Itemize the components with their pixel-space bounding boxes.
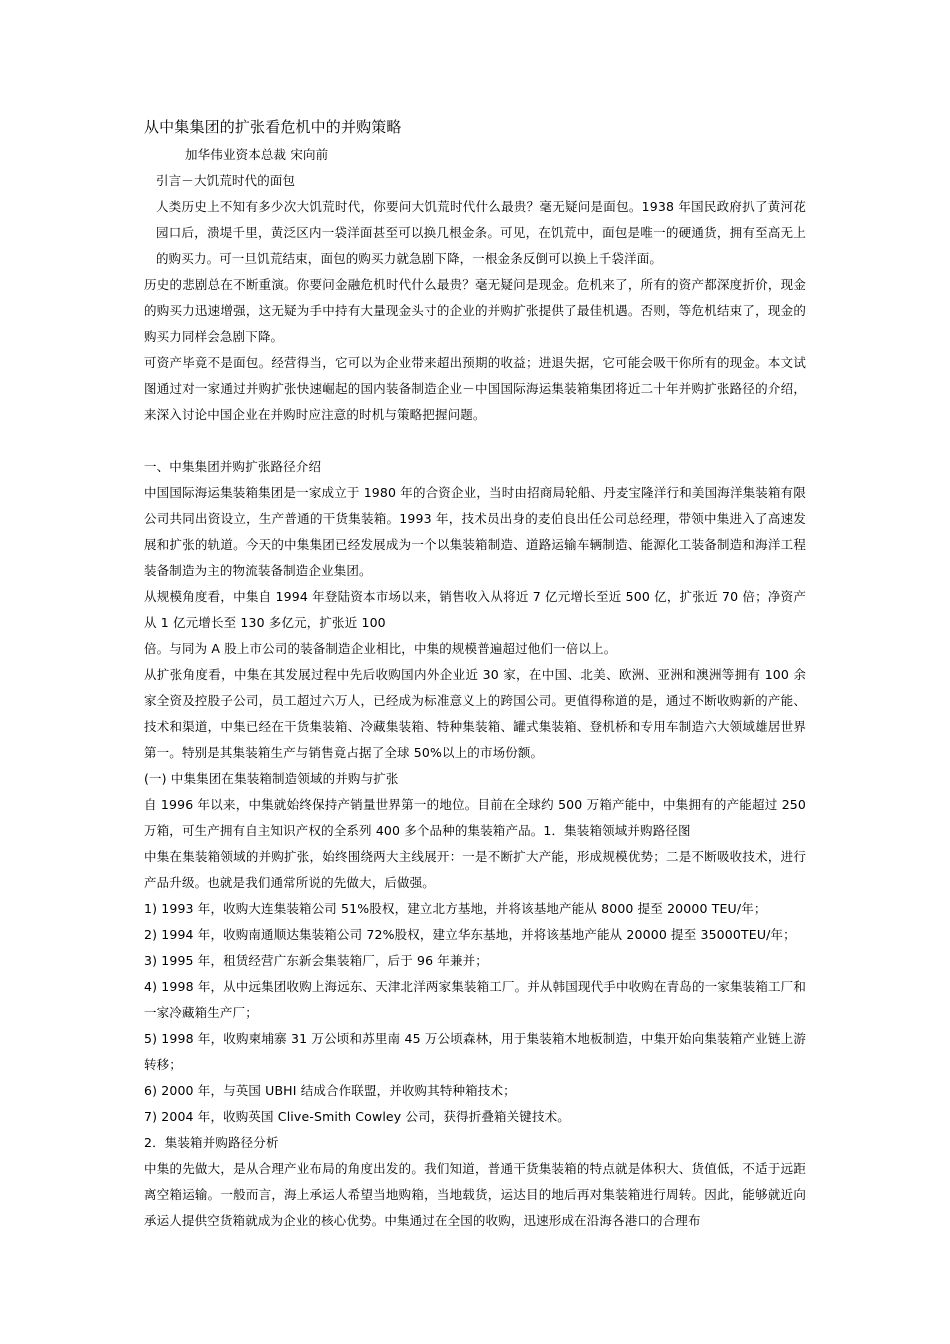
analysis-heading: 2．集装箱并购路径分析 [144,1135,279,1150]
timeline-item: 7) 2004 年，收购英国 Clive-Smith Cowley 公司，获得折叠箱关键技术。 [144,1109,570,1124]
document-title: 从中集集团的扩张看危机中的并购策略 [144,118,402,136]
timeline-item: 4) 1998 年，从中远集团收购上海远东、天津北洋两家集装箱工厂。并从韩国现代手中收购在青岛的一家集装箱工厂和一家冷藏箱生产厂； [144,979,806,1020]
timeline-item: 5) 1998 年，收购柬埔寨 31 万公顷和苏里南 45 万公顷森林，用于集装箱木地板制造，中集开始向集装箱产业链上游转移； [144,1031,806,1072]
paragraph: 人类历史上不知有多少次大饥荒时代，你要问大饥荒时代什么最贵？毫无疑问是面包。1938 年国民政府扒了黄河花园口后，溃堤千里，黄泛区内一袋洋面甚至可以换几根金条。可见，在饥荒中，面包是唯一的硬通货，拥有至高无上的购买力。可一旦饥荒结束，面包的购买力就急剧下降，一根金条反倒可以换上千袋洋面。 [156,199,806,266]
timeline-item: 2) 1994 年，收购南通顺达集装箱公司 72%股权，建立华东基地，并将该基地产能从 20000 提至 35000TEU/年； [144,927,796,942]
paragraph: 中国国际海运集装箱集团是一家成立于 1980 年的合资企业，当时由招商局轮船、丹麦宝隆洋行和美国海洋集装箱有限公司共同出资设立，生产普通的干货集装箱。1993 年，技术员出身的麦伯良出任公司总经理，带领中集进入了高速发展和扩张的轨道。今天的中集集团已经发展成为一个以集装箱制造、道路运输车辆制造、能源化工装备制造和海洋工程装备制造为主的物流装备制造企业集团。 [144,485,806,578]
paragraph: 自 1996 年以来，中集就始终保持产销量世界第一的地位。目前在全球约 500 万箱产能中，中集拥有的产能超过 250 万箱，可生产拥有自主知识产权的全系列 400 多个品种的集装箱产品。1．集装箱领域并购路径图 [144,797,806,838]
paragraph: 中集在集装箱领域的并购扩张，始终围绕两大主线展开：一是不断扩大产能，形成规模优势；二是不断吸收技术，进行产品升级。也就是我们通常所说的先做大，后做强。 [144,849,806,890]
paragraph: 中集的先做大，是从合理产业布局的角度出发的。我们知道，普通干货集装箱的特点就是体积大、货值低，不适于远距离空箱运输。一般而言，海上承运人希望当地购箱，当地载货，运达目的地后再对集装箱进行周转。因此，能够就近向承运人提供空货箱就成为企业的核心优势。中集通过在全国的收购，迅速形成在沿海各港口的合理布 [144,1161,806,1228]
timeline-item: 3) 1995 年，租赁经营广东新会集装箱厂，后于 96 年兼并； [144,953,488,968]
subsection-heading: (一) 中集集团在集装箱制造领域的并购与扩张 [144,771,399,786]
paragraph: 倍。与同为 A 股上市公司的装备制造企业相比，中集的规模普遍超过他们一倍以上。 [144,641,617,656]
blank-line [144,428,806,454]
timeline-item: 6) 2000 年，与英国 UBHI 结成合作联盟，并收购其特种箱技术； [144,1083,516,1098]
paragraph: 从规模角度看，中集自 1994 年登陆资本市场以来，销售收入从将近 7 亿元增长至近 500 亿，扩张近 70 倍；净资产从 1 亿元增长至 130 多亿元，扩张近 100 [144,589,806,630]
author-line: 加华伟业资本总裁 宋向前 [185,147,329,162]
section-heading: 一、中集集团并购扩张路径介绍 [144,459,322,474]
paragraph: 从扩张角度看，中集在其发展过程中先后收购国内外企业近 30 家，在中国、北美、欧洲、亚洲和澳洲等拥有 100 余家全资及控股子公司，员工超过六万人，已经成为标准意义上的跨国公司。更值得称道的是，通过不断收购新的产能、技术和渠道，中集已经在干货集装箱、冷藏集装箱、特种集装箱、罐式集装箱、登机桥和专用车制造六大领域雄居世界第一。特别是其集装箱生产与销售竟占据了全球 50%以上的市场份额。 [144,667,806,760]
timeline-item: 1) 1993 年，收购大连集装箱公司 51%股权，建立北方基地，并将该基地产能从 8000 提至 20000 TEU/年； [144,901,767,916]
paragraph: 可资产毕竟不是面包。经营得当，它可以为企业带来超出预期的收益；进退失据，它可能会吸干你所有的现金。本文试图通过对一家通过并购扩张快速崛起的国内装备制造企业－中国国际海运集装箱集团将近二十年并购扩张路径的介绍，来深入讨论中国企业在并购时应注意的时机与策略把握问题。 [144,355,806,422]
paragraph: 历史的悲剧总在不断重演。你要问金融危机时代什么最贵？毫无疑问是现金。危机来了，所有的资产都深度折价，现金的购买力迅速增强，这无疑为手中持有大量现金头寸的企业的并购扩张提供了最佳机遇。否则，等危机结束了，现金的购买力同样会急剧下降。 [144,277,806,344]
intro-heading: 引言－大饥荒时代的面包 [156,173,296,188]
document-body [144,112,806,1234]
